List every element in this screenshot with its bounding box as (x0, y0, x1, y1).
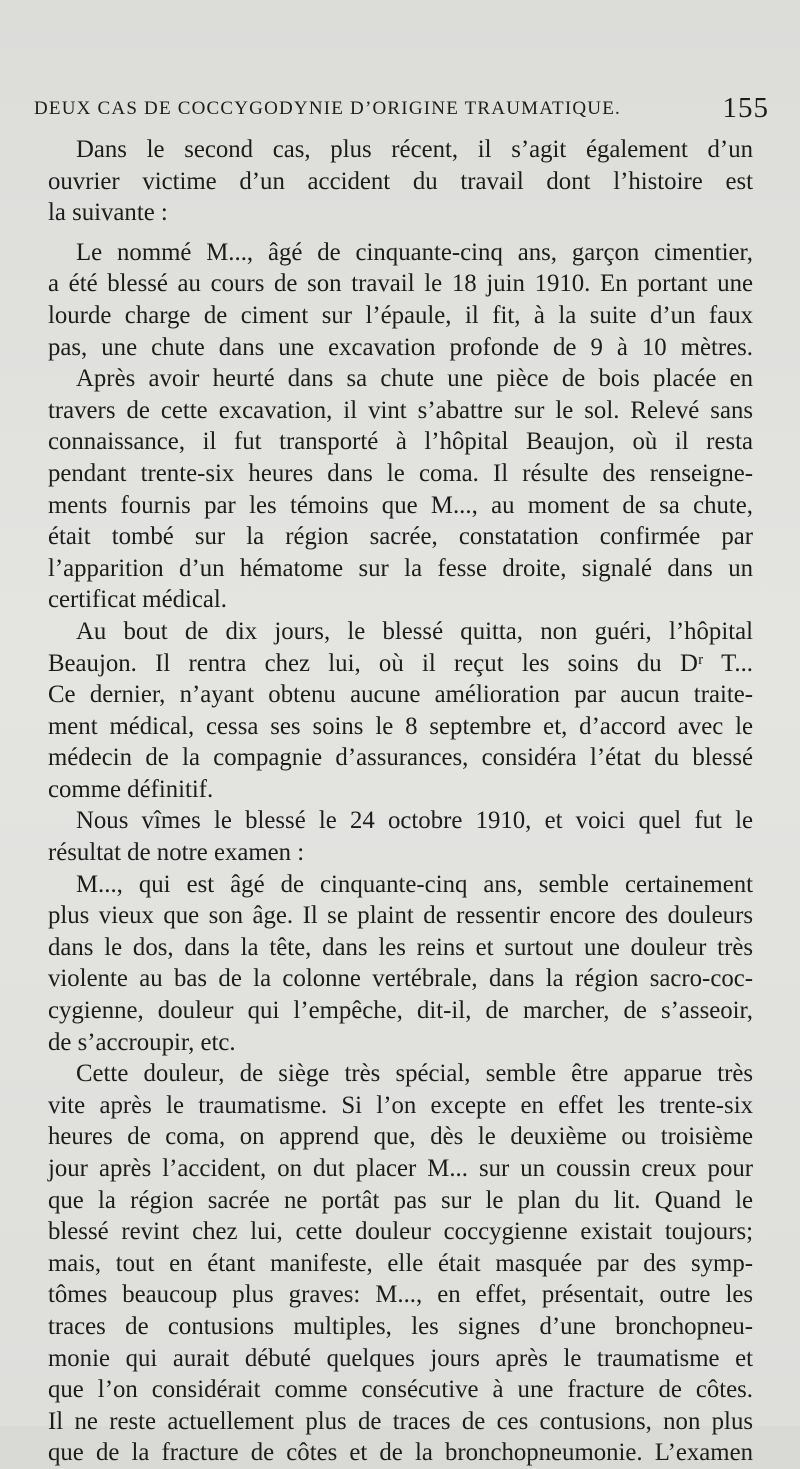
text-line: ments fournis par les témoins que M..., au moment de sa chute, (48, 491, 753, 519)
text-line: vite après le traumatisme. Si l’on excepte en effet les trente-six (48, 1091, 753, 1119)
text-line: connaissance, il fut transporté à l’hôpital Beaujon, où il resta (48, 428, 753, 456)
text-line: la suivante : (48, 199, 168, 227)
text-line: Beaujon. Il rentra chez lui, où il reçut les soins du Dʳ T... (48, 649, 753, 677)
text-line: lourde charge de ciment sur l’épaule, il fit, à la suite d’un faux (48, 301, 753, 329)
text-line: traces de contusions multiples, les signes d’une bronchopneu- (48, 1312, 753, 1340)
text-line: que de la fracture de côtes et de la bronchopneumonie. L’examen (48, 1439, 753, 1467)
text-line: pendant trente-six heures dans le coma. Il résulte des renseigne- (48, 459, 753, 487)
text-line: travers de cette excavation, il vint s’abattre sur le sol. Relevé sans (48, 396, 753, 424)
page-header (34, 92, 769, 132)
text-line: ouvrier victime d’un accident du travail dont l’histoire est (48, 167, 753, 195)
text-line: Dans le second cas, plus récent, il s’agit également d’un (76, 136, 753, 163)
text-line: comme définitif. (48, 775, 214, 803)
text-line: Nous vîmes le blessé le 24 octobre 1910, et voici quel fut le (76, 807, 753, 835)
text-line: pas, une chute dans une excavation profonde de 9 à 10 mètres. (48, 333, 753, 361)
text-line: M..., qui est âgé de cinquante-cinq ans, semble certainement (76, 870, 753, 898)
text-line: cygienne, douleur qui l’empêche, dit-il, de marcher, de s’asseoir, (48, 997, 753, 1025)
text-line: que l’on considérait comme consécutive à une fracture de côtes. (48, 1376, 753, 1404)
text-line: violente au bas de la colonne vertébrale, dans la région sacro-coc- (48, 965, 753, 993)
text-line: blessé revint chez lui, cette douleur coccygienne existait toujours; (48, 1218, 753, 1246)
text-line: Il ne reste actuellement plus de traces de ces contusions, non plus (48, 1407, 753, 1435)
text-line: plus vieux que son âge. Il se plaint de ressentir encore des douleurs (48, 902, 753, 930)
text-line: ment médical, cessa ses soins le 8 septembre et, d’accord avec le (48, 712, 753, 740)
text-line: certificat médical. (48, 586, 227, 614)
page-number: 155 (722, 92, 769, 124)
body-text (48, 134, 753, 1469)
text-line: résultat de notre examen : (48, 839, 305, 867)
text-line: médecin de la compagnie d’assurances, considéra l’état du blessé (48, 744, 753, 772)
text-line: l’apparition d’un hématome sur la fesse droite, signalé dans un (48, 554, 753, 582)
text-line: mais, tout en étant manifeste, elle était masquée par des symp- (48, 1249, 753, 1277)
text-line: était tombé sur la région sacrée, constatation confirmée par (48, 523, 753, 551)
text-line: Après avoir heurté dans sa chute une pièce de bois placée en (76, 365, 753, 393)
text-line: dans le dos, dans la tête, dans les reins et surtout une douleur très (48, 933, 753, 961)
text-line: Cette douleur, de siège très spécial, semble être apparue très (76, 1060, 753, 1088)
text-line: de s’accroupir, etc. (48, 1028, 236, 1056)
text-line: heures de coma, on apprend que, dès le deuxième ou troisième (48, 1123, 753, 1151)
paragraph-gap (48, 229, 753, 237)
text-line: monie qui aurait débuté quelques jours après le traumatisme et (48, 1344, 753, 1372)
text-line: Ce dernier, n’ayant obtenu aucune amélioration par aucun traite- (48, 681, 753, 709)
text-line: tômes beaucoup plus graves: M..., en effet, présentait, outre les (48, 1281, 753, 1309)
text-line: a été blessé au cours de son travail le 18 juin 1910. En portant une (48, 270, 753, 298)
running-title: DEUX CAS DE COCCYGODYNIE D’ORIGINE TRAUMATIQUE. (34, 98, 621, 119)
text-line: que la région sacrée ne portât pas sur le plan du lit. Quand le (48, 1186, 753, 1214)
text-line: jour après l’accident, on dut placer M... sur un coussin creux pour (48, 1155, 753, 1182)
text-line: Au bout de dix jours, le blessé quitta, non guéri, l’hôpital (76, 617, 753, 645)
text-line: Le nommé M..., âgé de cinquante-cinq ans, garçon cimentier, (76, 238, 753, 266)
